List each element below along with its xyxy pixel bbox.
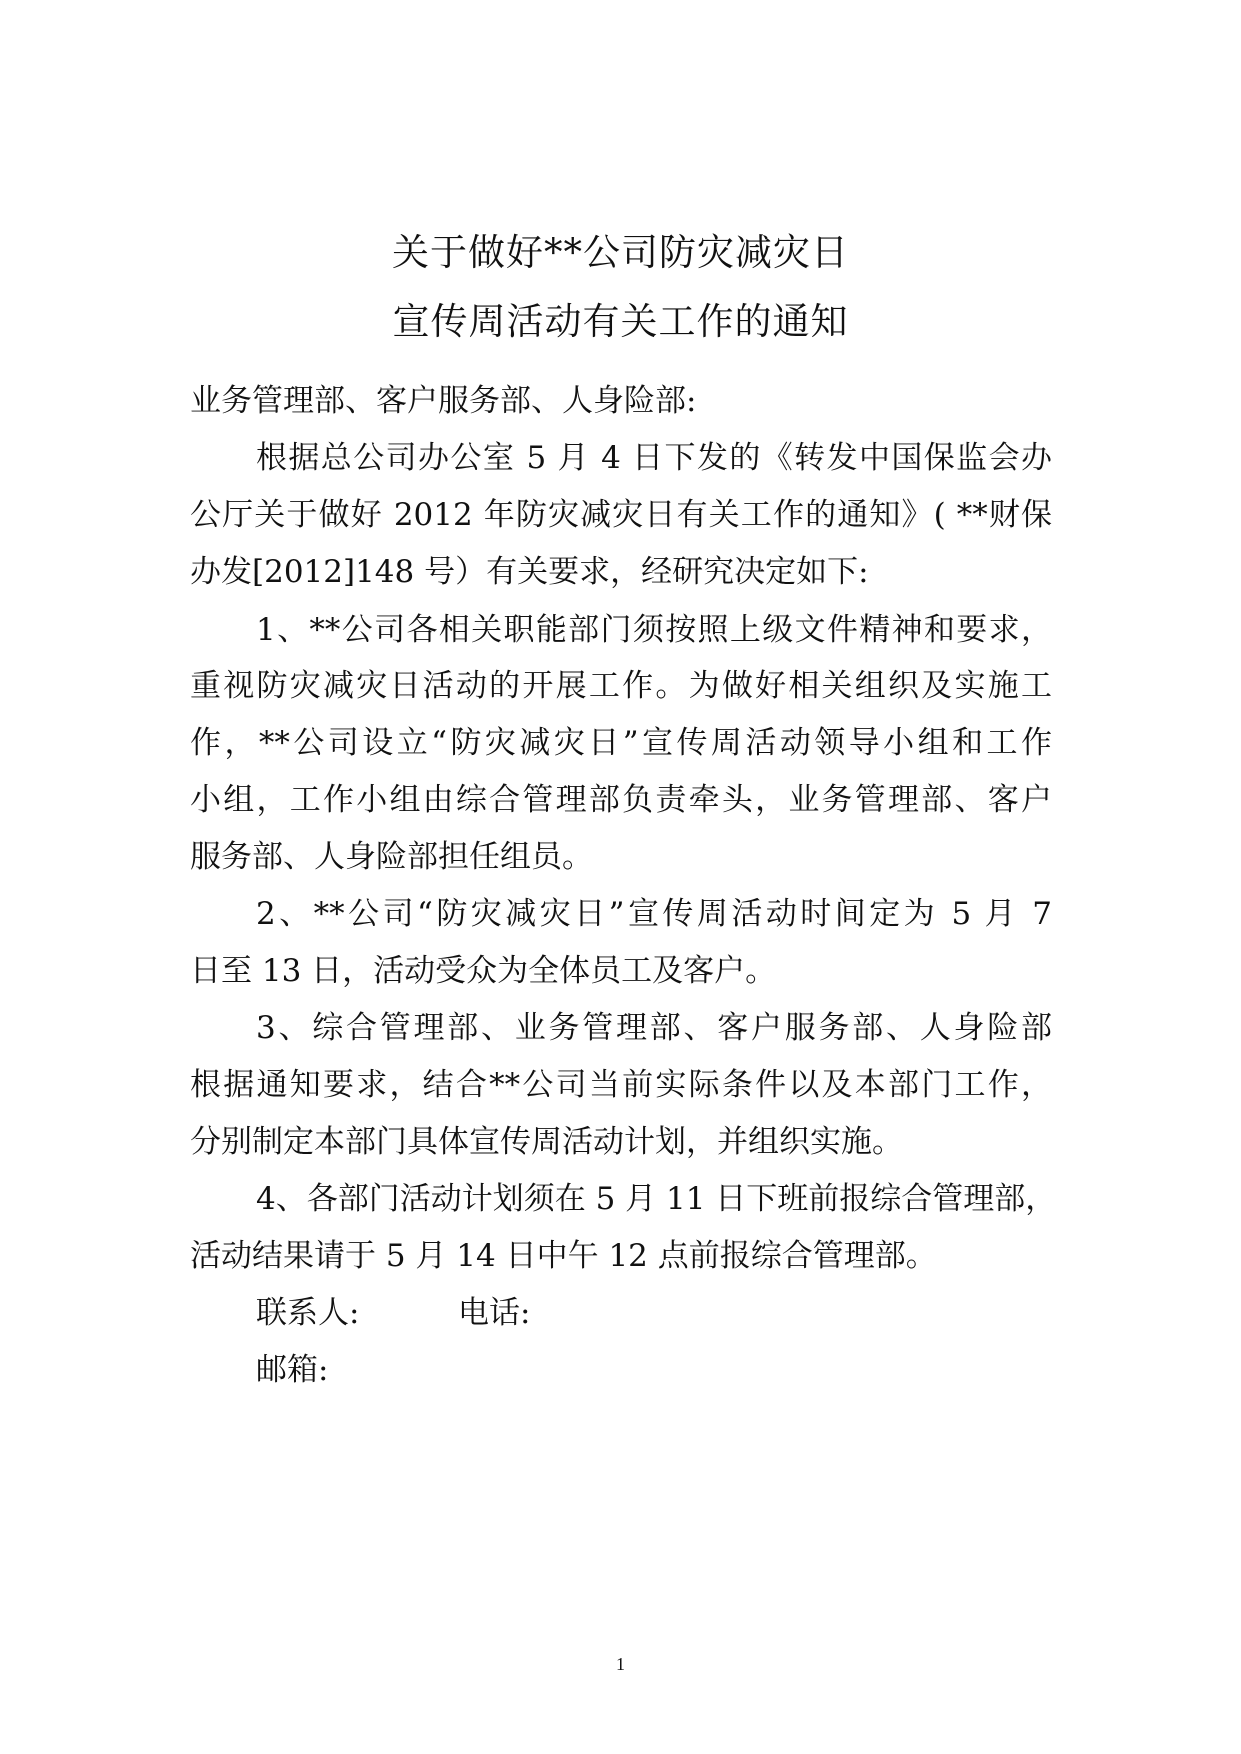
item-2-line: 2、**公司“防灾减灾日”宣传周活动时间定为 5 月 7 bbox=[256, 896, 1052, 932]
item-3-line: 分别制定本部门具体宣传周活动计划，并组织实施。 bbox=[190, 1124, 903, 1160]
item-1-line: 作，**公司设立“防灾减灾日”宣传周活动领导小组和工作 bbox=[190, 725, 1052, 761]
page-number: 1 bbox=[616, 1654, 625, 1674]
paragraph-intro-line: 公厅关于做好 2012 年防灾减灾日有关工作的通知》( **财保 bbox=[190, 497, 1052, 533]
item-1-line: 小组，工作小组由综合管理部负责牵头，业务管理部、客户 bbox=[190, 782, 1052, 818]
item-1-line: 1、**公司各相关职能部门须按照上级文件精神和要求， bbox=[256, 612, 1052, 648]
phone-label: 电话: bbox=[458, 1295, 531, 1331]
item-2-line: 日至 13 日，活动受众为全体员工及客户。 bbox=[190, 953, 777, 989]
paragraph-intro-line: 办发[2012]148 号）有关要求，经研究决定如下: bbox=[190, 554, 869, 590]
item-3-line: 3、综合管理部、业务管理部、客户服务部、人身险部 bbox=[256, 1010, 1052, 1046]
addressee-line: 业务管理部、客户服务部、人身险部: bbox=[190, 383, 697, 419]
item-4-line: 4、各部门活动计划须在 5 月 11 日下班前报综合管理部， bbox=[256, 1181, 1057, 1217]
email-label: 邮箱: bbox=[256, 1352, 329, 1388]
paragraph-intro-line: 根据总公司办公室 5 月 4 日下发的《转发中国保监会办 bbox=[256, 440, 1052, 476]
item-4-line: 活动结果请于 5 月 14 日中午 12 点前报综合管理部。 bbox=[190, 1238, 937, 1274]
document-title-line-2: 宣传周活动有关工作的通知 bbox=[392, 300, 849, 343]
contact-person-label: 联系人: bbox=[256, 1295, 360, 1331]
item-1-line: 重视防灾减灾日活动的开展工作。为做好相关组织及实施工 bbox=[190, 668, 1052, 704]
item-1-line: 服务部、人身险部担任组员。 bbox=[190, 839, 593, 875]
document-title-line-1: 关于做好**公司防灾减灾日 bbox=[392, 231, 849, 274]
item-3-line: 根据通知要求，结合**公司当前实际条件以及本部门工作， bbox=[190, 1067, 1052, 1103]
